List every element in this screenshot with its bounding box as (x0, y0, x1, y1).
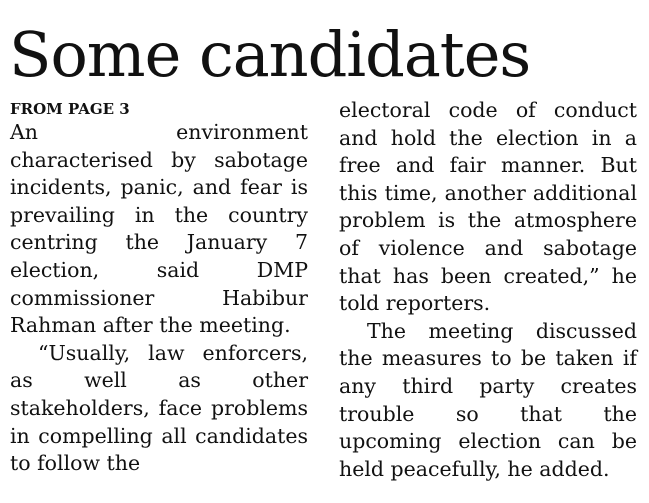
headline: Some candidates (9, 18, 531, 91)
article-paragraph-3: The meeting discussed the measures to be taken if any third party creates trouble so that the upcoming election can be held peacefully, he added. (339, 318, 637, 481)
article-paragraph-2-continued: electoral code of conduct and hold the election in a free and fair manner. But this time, another additional problem is the atmosphere of violence and sabotage that has been created,” he told reporters. (339, 98, 637, 316)
article-paragraph-2: “Usually, law enforcers, as well as other stakeholders, face problems in compelling all candidates to follow the (10, 340, 308, 476)
article-column-right (339, 97, 637, 483)
article-column-left (10, 99, 308, 478)
continued-from-label: FROM PAGE 3 (10, 100, 130, 118)
article-paragraph-1: An environment characterised by sabotage incidents, panic, and fear is prevailing in the country centring the January 7 election, said DMP commissioner Habibur Rahman after the meeting. (10, 120, 308, 338)
